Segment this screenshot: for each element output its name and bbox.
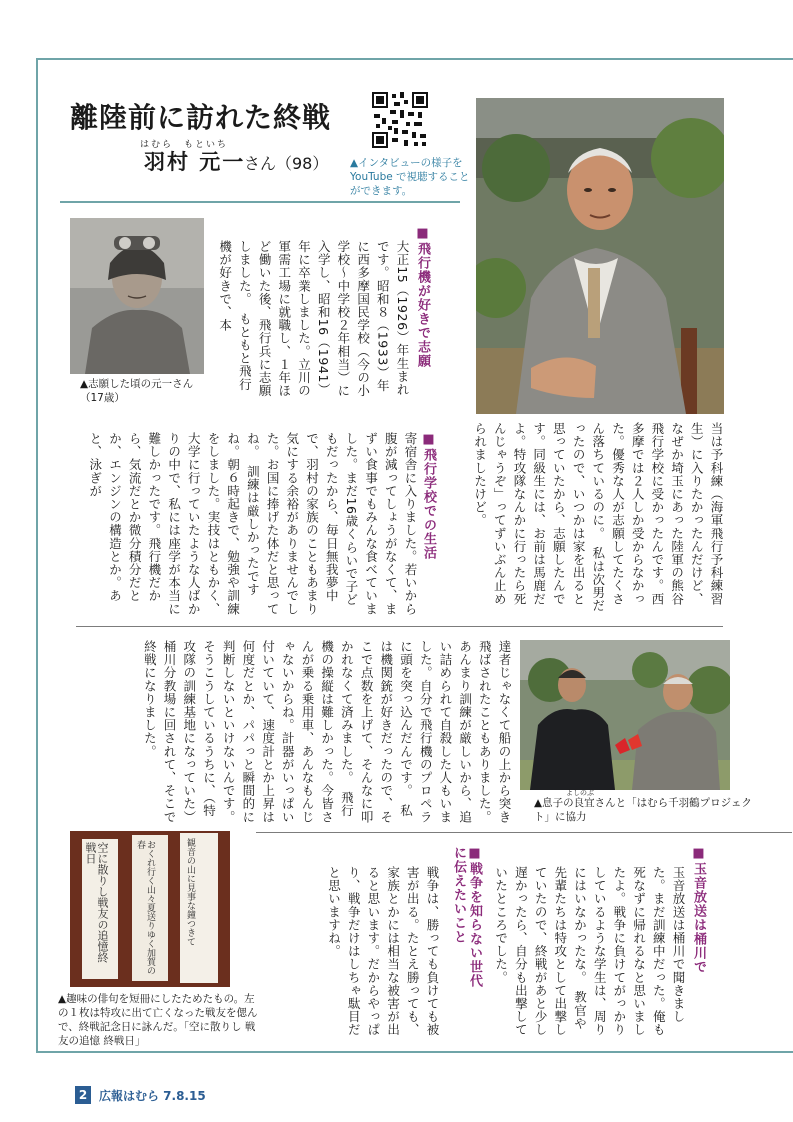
interviewee-name: 羽村 元一 [144,150,246,174]
frame-left-line [36,58,38,1052]
section-5-body: 戦争は、勝っても負けても被害が出る。たとえ勝っても、家族とかには相当な被害が出ると思います。だからやっぱり、戦争だけはしちゃ駄目だと思いますね。 [326,866,440,1037]
publication-info: 広報はむら 7.8.15 [99,1089,206,1103]
portrait-photo [476,98,724,414]
section-1-body: 大正15（1926）年生まれです。昭和８（1933）年に西多摩国民学校（今の小学校～中学校２年相当）に入学し、昭和16（1941）年に卒業しました。立川の軍需工場に就職し、１年ほど働いた後、飛行兵に志願しました。 もともと飛行機が好きで、本 [217,240,410,398]
haiku-middle-card: おくれ行く山々夏送りゆく加賀の春 [135,840,155,975]
section-1-heading: ■飛行機が好きで志願 [415,226,430,368]
son-photo [520,640,730,790]
frame-top-line [36,58,793,60]
young-portrait-photo [70,218,204,374]
lower-divider [256,832,792,833]
article-title: 離陸前に訪れた終戦 [70,101,332,134]
haiku-right-card: 観音の山に見事な鐘つきて [185,838,195,946]
frame-bottom-line [36,1051,793,1053]
interviewee-age: さん（98） [244,154,329,173]
name-ruby: はむら もといち [140,140,229,150]
section-2-body: 寄宿舎に入りました。若いから腹が減ってしょうがなくて、まずい食事でもみんな食べていました。まだ16歳くらいで子どもだったから、毎日無我夢中で、羽村の家族のこともあまり気にする余裕がありませんでした。お国に捧げた体だと思ってね。 訓練は厳しかったですね。朝６時起きで、勉強や訓練をしました。実技はともかく、大学に行っていたような人ばかりの中で、私には座学が本当に難しかったです。飛行機だから、気流だとか微分積分だとか、エンジンの構造とか。あと、泳ぎが [87,432,418,616]
qr-code-icon[interactable] [372,92,428,148]
son-photo-caption: ▲息子の良宜さんと「はむら千羽鶴プロジェクト」に協力 [534,797,752,823]
section-2-heading: ■飛行学校での生活 [421,432,436,560]
haiku-left-card: 空に散りし戦友の追憶終戦日 [84,842,109,963]
haiku-photo-caption: ▲趣味の俳句を短冊にしたためたもの。左の１枚は特攻に出て亡くなった戦友を偲んで、終戦記念日に詠んだ。「空に散りし 戦友の追憶 終戦日」 [58,993,258,1047]
section-4-heading: ■玉音放送は桶川で [691,846,706,974]
section-1-continued: 当は予科練（海軍飛行予科練習生）に入りたかったんだけど、なぜか埼玉にあった陸軍の熊谷飛行学校に受かったんです。西多摩では２人しか受からなかった。優秀な人が志願してたくさん落ちているのに。 私は次男だったので、いつかは家を出ると思っていたから、志願したんです。同級生には、お前は馬鹿だよ。特攻隊なんかに行ったら死んじゃうぞ」ってずいぶん止められましたけど。 [472,422,724,613]
header-divider [60,201,460,203]
page-number: 2 [75,1086,91,1104]
qr-caption: ▲インタビューの様子を YouTube で視聴することができます。 [350,157,470,197]
son-name-ruby: よしのぶ [566,789,594,797]
section-3-body: 達者じゃなくて船の上から突き飛ばされたこともありました。あんまり訓練が厳しいから、追い詰められて自殺した人もいました。自分で飛行機のプロペラに頭を突っ込んだんです。 私は機関銃が好きだったので、そこで点数を上げて、そんなに叩かれなくて済みました。 飛行機の操縦は難しかった。今皆さんが乗る乗用車、あんなもんじゃないからね。計器がいっぱい付いていて、速度計とか上昇は何度だとか、パパっと瞬間的に判断しないといけないんです。 そうこうしているうちに、（特攻隊の訓練基地になっていた）桶川分教場に回されて、そこで終戦になりました。 [142,640,512,831]
section-5-heading: ■戦争を知らない世代に伝えたいこと [451,846,482,988]
young-photo-caption: ▲志願した頃の元一さん（17歳） [80,378,194,404]
middle-divider [76,626,723,627]
section-4-body: 玉音放送は桶川で聞きました。まだ訓練中だった。俺も死なずに帰れるなと思いましたよ。戦争に負けてがっかりしているような学生は、周りにはいなかったな。 教官や先輩たちは特攻として出撃していたので、終戦があと少し遅かったら、自分も出撃していたところでした。 [493,866,686,1037]
